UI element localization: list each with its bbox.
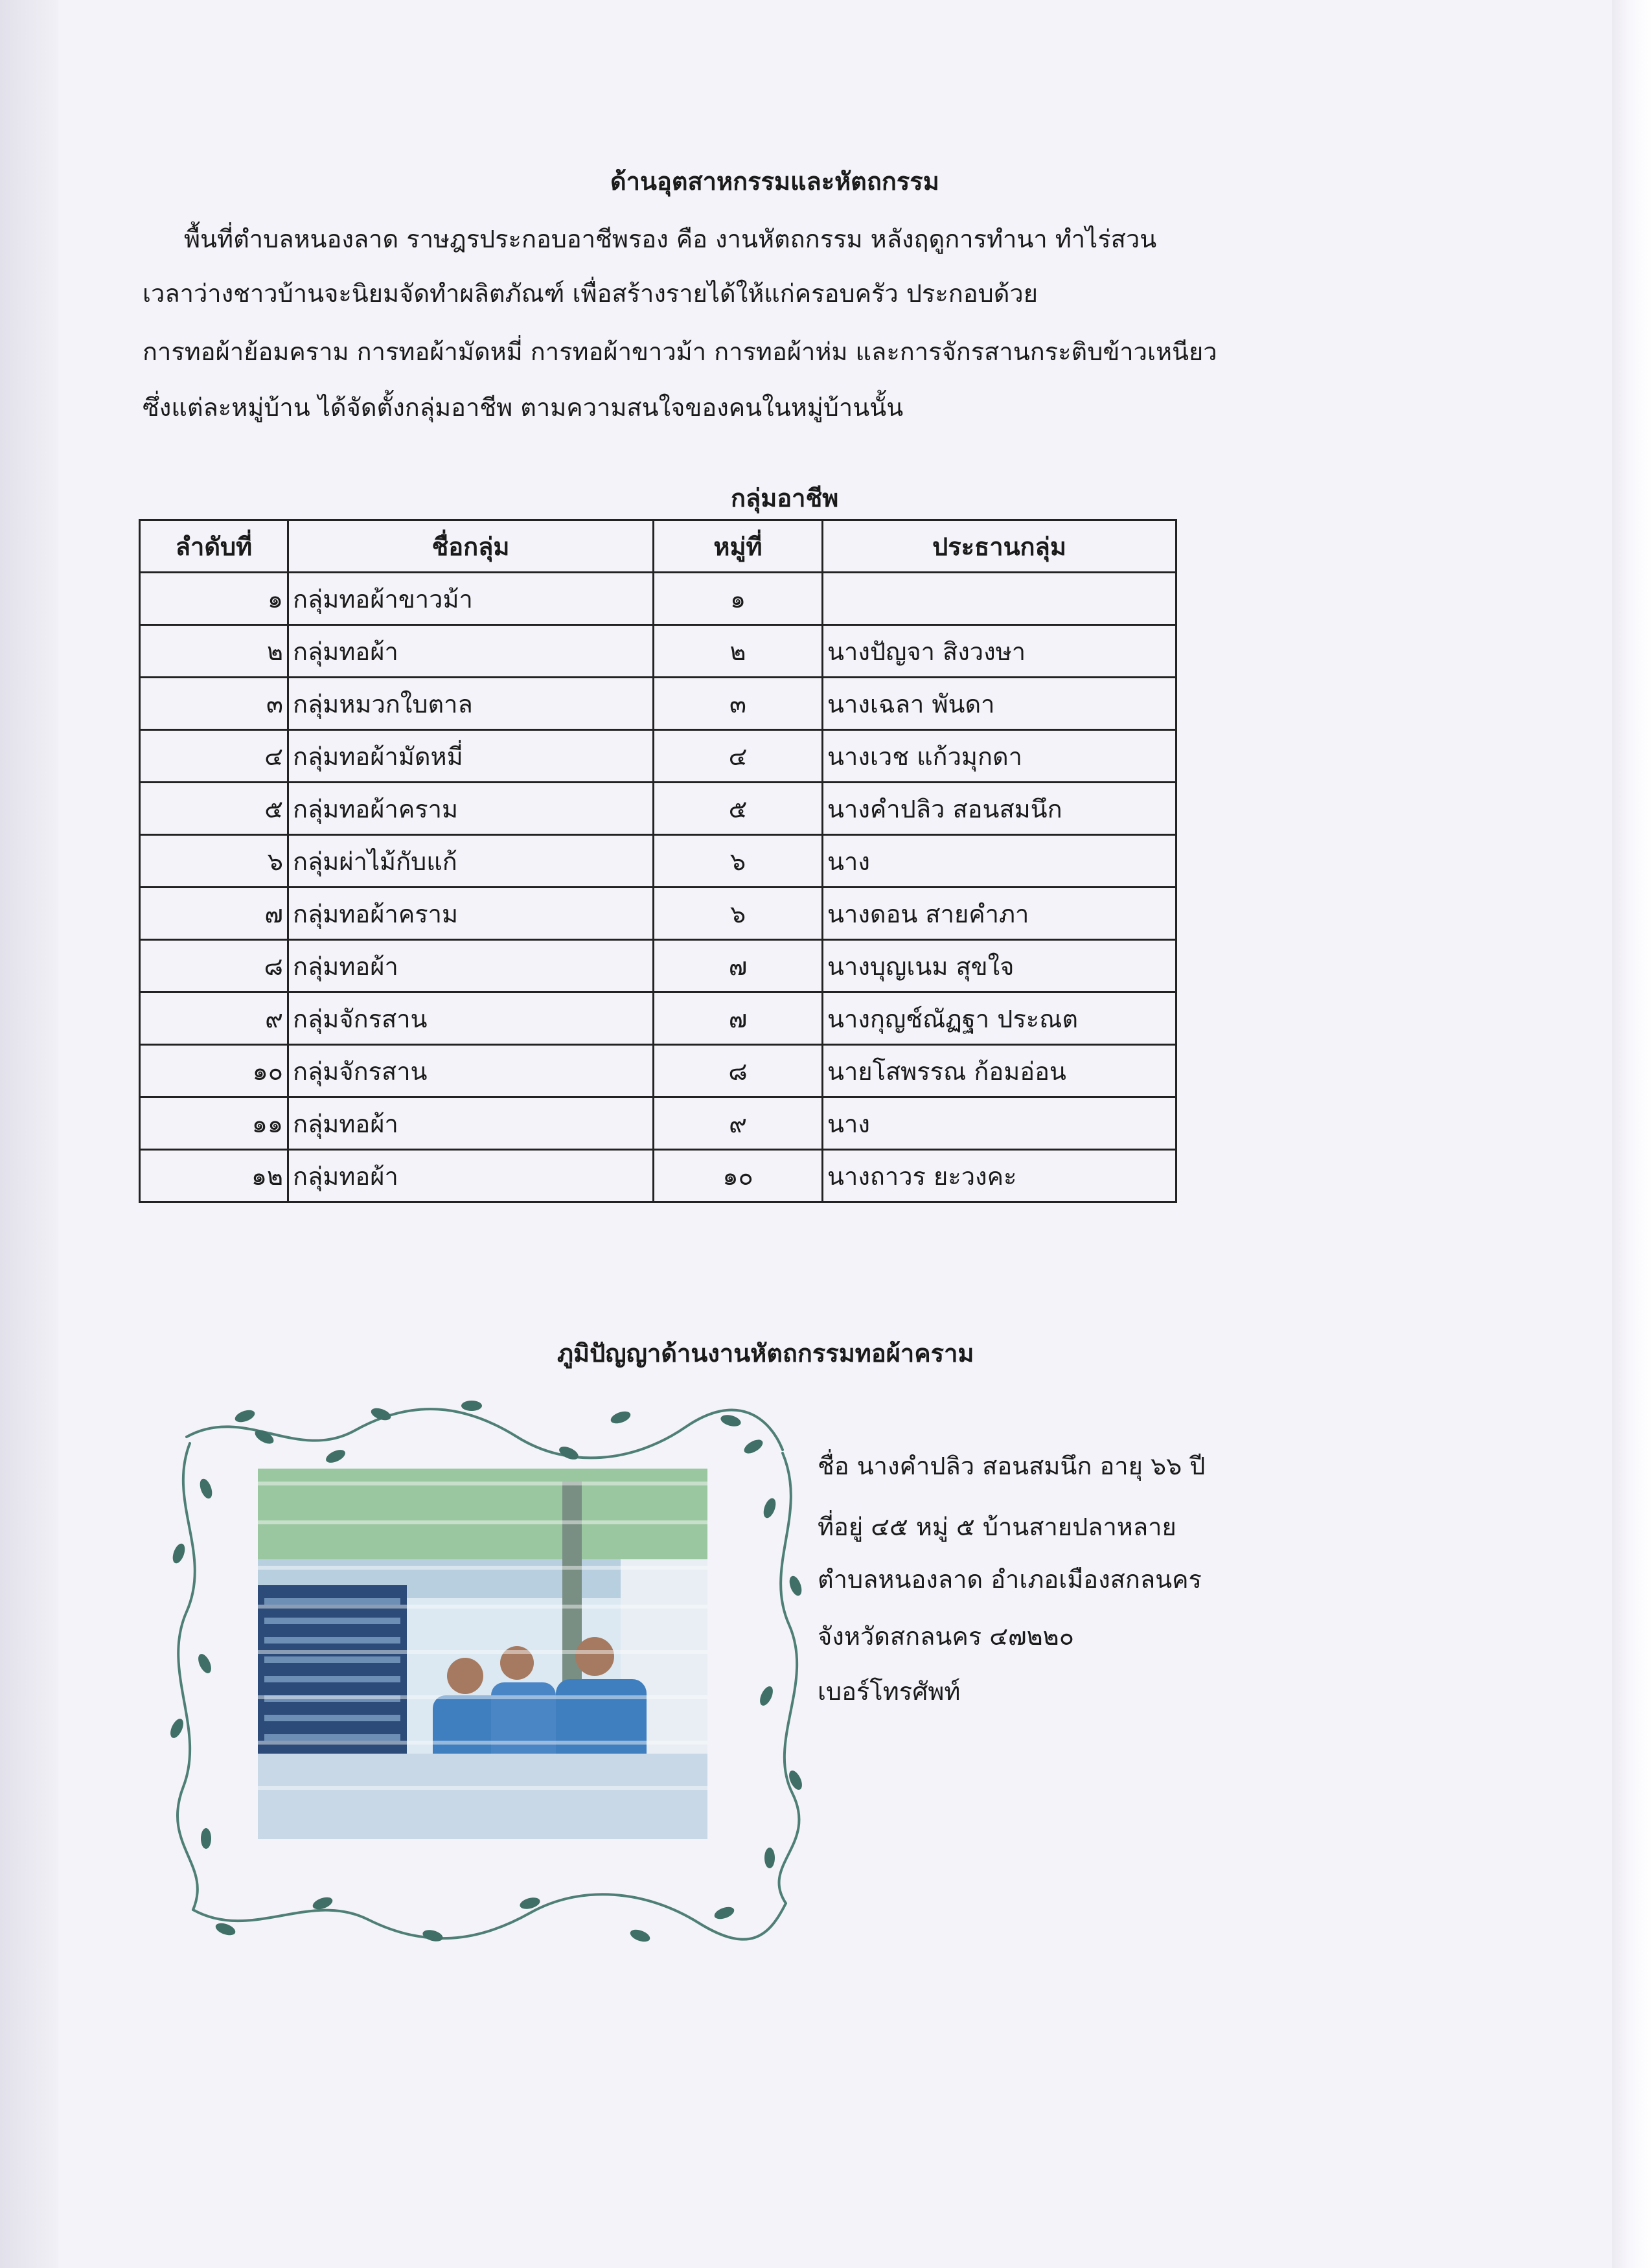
cell-village: ๑ [654,573,823,625]
cell-chairman: นางบุญเนม สุขใจ [823,940,1176,992]
table-row [140,1045,1176,1097]
person-address: ที่อยู่ ๔๕ หมู่ ๕ บ้านสายปลาหลาย [818,1513,1176,1541]
cell-order: ๑๒ [140,1150,288,1202]
cell-group-name: กลุ่มทอผ้า [288,1150,654,1202]
table-row [140,835,1176,888]
cell-village: ๓ [654,678,823,730]
cell-group-name: กลุ่มทอผ้า [288,940,654,992]
paragraph-line-4: ซึ่งแต่ละหมู่บ้าน ได้จัดตั้งกลุ่มอาชีพ ตามความสนใจของคนในหมู่บ้านนั้น [143,393,904,422]
header-chairman: ประธานกลุ่ม [823,520,1176,573]
person-subdistrict: ตำบลหนองลาด อำเภอเมืองสกลนคร [818,1565,1202,1594]
cell-village: ๔ [654,730,823,783]
cell-order: ๒ [140,625,288,678]
table-row [140,940,1176,992]
industry-section-title: ด้านอุตสาหกรรมและหัตถกรรม [610,167,939,196]
scan-page-edge-right [1612,0,1652,2268]
cell-village: ๙ [654,1097,823,1150]
person-phone-label: เบอร์โทรศัพท์ [818,1677,961,1706]
cell-order: ๕ [140,783,288,835]
cell-group-name: กลุ่มผ่าไม้กับแก้ [288,835,654,888]
cell-chairman: นางคำปลิว สอนสมนึก [823,783,1176,835]
cell-group-name: กลุ่มหมวกใบตาล [288,678,654,730]
cell-village: ๗ [654,992,823,1045]
table-row [140,783,1176,835]
paragraph-line-1: พื้นที่ตำบลหนองลาด ราษฎรประกอบอาชีพรอง คือ งานหัตถกรรม หลังฤดูการทำนา ทำไร่สวน [184,225,1157,253]
occupation-groups-table [139,519,1177,1203]
cell-order: ๖ [140,835,288,888]
table-row [140,1097,1176,1150]
table-row [140,730,1176,783]
cell-group-name: กลุ่มทอผ้า [288,1097,654,1150]
table-row [140,625,1176,678]
cell-group-name: กลุ่มทอผ้าคราม [288,888,654,940]
cell-order: ๙ [140,992,288,1045]
table-row [140,573,1176,625]
cell-chairman: นาง [823,835,1176,888]
cell-group-name: กลุ่มทอผ้าคราม [288,783,654,835]
table-row [140,678,1176,730]
cell-chairman: นางกุญช์ณัฏฐา ประณต [823,992,1176,1045]
cell-chairman [823,573,1176,625]
cell-chairman: นางเวช แก้วมุกดา [823,730,1176,783]
cell-order: ๑๐ [140,1045,288,1097]
cell-village: ๒ [654,625,823,678]
cell-village: ๗ [654,940,823,992]
cell-village: ๖ [654,888,823,940]
cell-chairman: นางดอน สายคำภา [823,888,1176,940]
header-group-name: ชื่อกลุ่ม [288,520,654,573]
table-row [140,888,1176,940]
cell-chairman: นางเฉลา พันดา [823,678,1176,730]
groups-table-title: กลุ่มอาชีพ [731,484,839,512]
cell-order: ๑๑ [140,1097,288,1150]
cell-group-name: กลุ่มจักรสาน [288,1045,654,1097]
header-order: ลำดับที่ [140,520,288,573]
table-row [140,1150,1176,1202]
table-header-row [140,520,1176,573]
cell-order: ๘ [140,940,288,992]
paragraph-line-3: การทอผ้าย้อมคราม การทอผ้ามัดหมี่ การทอผ้าขาวม้า การทอผ้าห่ม และการจักรสานกระติบข้าวเหนียว [143,338,1217,366]
scan-shadow-left [0,0,58,2268]
paragraph-line-2: เวลาว่างชาวบ้านจะนิยมจัดทำผลิตภัณฑ์ เพื่อสร้างรายได้ให้แก่ครอบครัว ประกอบด้วย [143,279,1038,308]
cell-order: ๑ [140,573,288,625]
cell-order: ๗ [140,888,288,940]
person-name-age: ชื่อ นางคำปลิว สอนสมนึก อายุ ๖๖ ปี [818,1452,1206,1480]
cell-order: ๔ [140,730,288,783]
wisdom-section-title: ภูมิปัญญาด้านงานหัตถกรรมทอผ้าคราม [557,1339,974,1368]
cell-chairman: นายโสพรรณ ก้อมอ่อน [823,1045,1176,1097]
cell-chairman: นาง [823,1097,1176,1150]
cell-village: ๑๐ [654,1150,823,1202]
cell-order: ๓ [140,678,288,730]
table-row [140,992,1176,1045]
cell-chairman: นางถาวร ยะวงคะ [823,1150,1176,1202]
header-village: หมู่ที่ [654,520,823,573]
cell-group-name: กลุ่มทอผ้า [288,625,654,678]
cell-group-name: กลุ่มจักรสาน [288,992,654,1045]
cell-village: ๕ [654,783,823,835]
cell-chairman: นางปัญจา สิงวงษา [823,625,1176,678]
cell-village: ๘ [654,1045,823,1097]
cell-group-name: กลุ่มทอผ้าขาวม้า [288,573,654,625]
person-province: จังหวัดสกลนคร ๔๗๒๒๐ [818,1622,1074,1651]
cell-group-name: กลุ่มทอผ้ามัดหมี่ [288,730,654,783]
cell-village: ๖ [654,835,823,888]
weaver-photo [258,1469,707,1839]
